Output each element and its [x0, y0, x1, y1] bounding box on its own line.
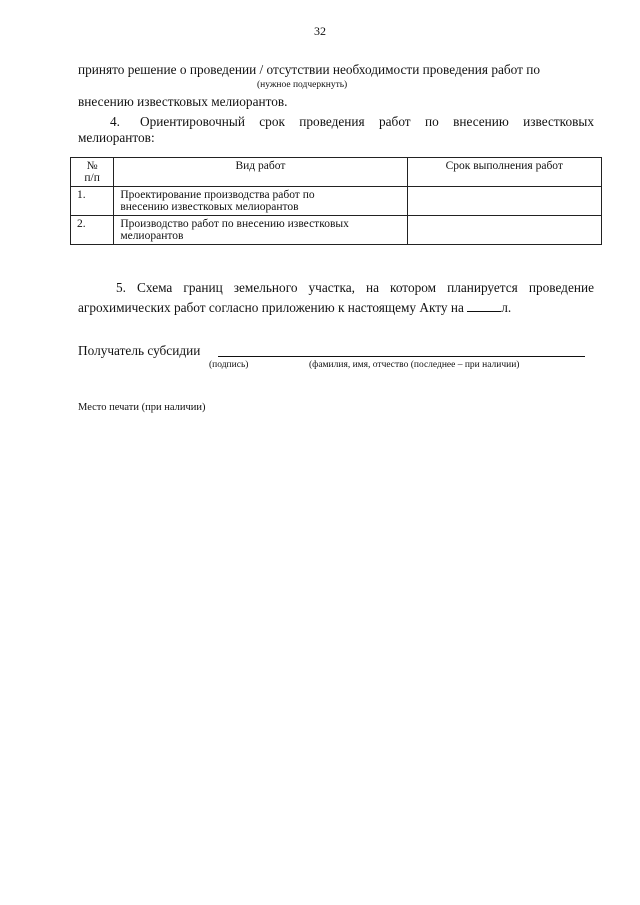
header-num-line-2: п/п [84, 172, 100, 184]
row-work-line-2: внесению известковых мелиорантов [120, 201, 299, 213]
row-deadline [407, 187, 601, 216]
row-work-line-2: мелиорантов [120, 230, 184, 242]
section-5-word: планируется [447, 280, 518, 295]
section-4-text [140, 114, 594, 130]
signature-caption: (подпись) [209, 360, 249, 370]
section-5-word: 5. [116, 280, 126, 295]
decision-line-2: внесению известковых мелиорантов. [78, 94, 288, 109]
row-num: 1. [71, 187, 114, 216]
section-5-line-2 [78, 298, 594, 318]
section-4-word: срок [259, 114, 285, 129]
header-num-line-1: № [86, 160, 98, 172]
row-deadline [407, 216, 601, 245]
recipient-label: Получатель субсидии [78, 343, 201, 358]
section-5-word: Схема [137, 280, 173, 295]
section-5-word: участка, [308, 280, 355, 295]
section-4-word: по [424, 114, 439, 129]
decision-line-1: принято решение о проведении / отсутствии необходимости проведения работ по [78, 62, 541, 77]
section-4-word: работ [379, 114, 411, 129]
table-row [71, 187, 602, 216]
section-5-word: котором [390, 280, 437, 295]
row-work-type [114, 187, 407, 216]
section-5-word: проведение [528, 280, 594, 295]
section-5-line-2-text: агрохимических работ согласно приложению к настоящему Акту на [78, 300, 468, 315]
table-header-row [71, 158, 602, 187]
section-5-line-1 [78, 278, 594, 298]
section-4-number: 4. [110, 114, 120, 129]
row-work-line-1: Производство работ по внесению известковых [120, 218, 349, 230]
table-row [71, 216, 602, 245]
section-4-word: Ориентировочный [139, 114, 245, 129]
sheets-count-blank [467, 299, 501, 312]
section-4 [78, 114, 594, 146]
row-num: 2. [71, 216, 114, 245]
name-caption: (фамилия, имя, отчество (последнее – при наличии) [309, 360, 520, 370]
section-4-line-2: мелиорантов: [78, 130, 155, 145]
section-5 [78, 278, 594, 318]
underline-note: (нужное подчеркнуть) [257, 80, 348, 90]
works-table [70, 157, 602, 245]
signature-line [218, 356, 585, 357]
page-number: 32 [314, 24, 326, 38]
section-5-word: на [365, 280, 380, 295]
section-5-word: земельного [233, 280, 298, 295]
header-deadline: Срок выполнения работ [407, 158, 601, 187]
row-work-line-1: Проектирование производства работ по [120, 189, 315, 201]
section-4-word: внесению [453, 114, 509, 129]
row-work-type [114, 216, 407, 245]
header-num [71, 158, 114, 187]
section-5-word: границ [183, 280, 223, 295]
section-5-line-2-suffix: л. [501, 300, 512, 315]
section-4-word: известковых [523, 114, 594, 129]
header-work-type: Вид работ [114, 158, 407, 187]
section-4-line-1 [78, 114, 594, 130]
section-4-word: проведения [299, 114, 365, 129]
seal-label: Место печати (при наличии) [78, 402, 206, 413]
